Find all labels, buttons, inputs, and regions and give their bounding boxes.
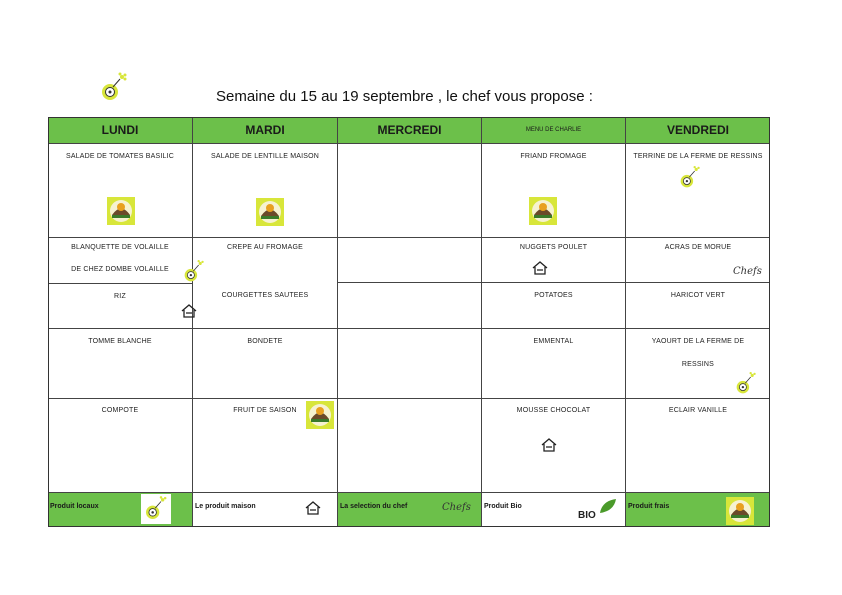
dish-label: ACRAS DE MORUE (664, 244, 732, 251)
dish-label: COMPOTE (101, 407, 139, 414)
bio-leaf-icon (598, 497, 618, 515)
dish-label: BONDETE (247, 338, 283, 345)
menu-cell (482, 283, 626, 329)
chef-selection-icon: Chefs (733, 266, 762, 277)
homemade-house-icon (531, 260, 549, 276)
homemade-house-icon (304, 500, 322, 516)
legend-label: Produit Bio (484, 503, 522, 510)
fresh-product-icon (256, 198, 284, 226)
dish-label: SALADE DE LENTILLE MAISON (210, 153, 320, 160)
local-product-icon (732, 370, 760, 398)
day-header-lundi: LUNDI (48, 117, 193, 144)
dish-label: YAOURT DE LA FERME DE (651, 338, 745, 345)
menu-cell (193, 329, 338, 399)
local-product-icon (180, 258, 208, 286)
menu-cell (338, 238, 482, 283)
menu-cell (48, 283, 193, 329)
legend-label: La selection du chef (340, 503, 408, 510)
dish-label: HARICOT VERT (670, 292, 726, 299)
chef-selection-icon: Chefs (442, 502, 471, 513)
menu-cell (626, 399, 770, 493)
menu-cell (48, 399, 193, 493)
day-header-mercredi: MERCREDI (338, 117, 482, 144)
legend-label: Le produit maison (195, 503, 256, 510)
dish-label: BLANQUETTE DE VOLAILLE (71, 244, 169, 251)
dish-label: RIZ (114, 293, 126, 300)
dish-label: EMMENTAL (533, 338, 574, 345)
menu-cell (626, 283, 770, 329)
dish-label: TOMME BLANCHE (88, 338, 152, 345)
day-header-jeudi: MENU DE CHARLIE (482, 117, 626, 144)
menu-cell (338, 329, 482, 399)
dish-label: MOUSSE CHOCOLAT (516, 407, 591, 414)
local-product-icon (96, 70, 132, 106)
menu-cell (193, 283, 338, 329)
dish-label: SALADE DE TOMATES BASILIC (65, 153, 175, 160)
dish-label: CREPE AU FROMAGE (227, 244, 303, 251)
dish-label: COURGETTES SAUTEES (221, 292, 309, 299)
dish-label: DE CHEZ DOMBE VOLAILLE (71, 266, 169, 273)
menu-cell (338, 399, 482, 493)
fresh-product-icon (529, 197, 557, 225)
fresh-product-icon (107, 197, 135, 225)
legend-label: Produit locaux (50, 503, 99, 510)
menu-cell (48, 329, 193, 399)
menu-cell (338, 144, 482, 238)
day-header-mardi: MARDI (193, 117, 338, 144)
fresh-product-icon (726, 497, 754, 525)
homemade-house-icon (540, 437, 558, 453)
dish-label: POTATOES (534, 292, 573, 299)
menu-cell (193, 238, 338, 283)
page-title: Semaine du 15 au 19 septembre , le chef vous propose : (216, 88, 593, 105)
menu-table (48, 117, 770, 527)
menu-cell (482, 329, 626, 399)
dish-label: ECLAIR VANILLE (668, 407, 728, 414)
dish-label: RESSINS (681, 361, 715, 368)
homemade-house-icon (180, 303, 198, 319)
dish-label: FRIAND FROMAGE (520, 153, 587, 160)
menu-cell (482, 238, 626, 283)
fresh-product-icon (306, 401, 334, 429)
legend-local (48, 493, 193, 527)
legend-label: Produit frais (628, 503, 670, 510)
dish-label: FRUIT DE SAISON (233, 407, 297, 414)
menu-cell (48, 238, 193, 283)
menu-cell (338, 283, 482, 329)
day-header-vendredi: VENDREDI (626, 117, 770, 144)
dish-label: NUGGETS POULET (519, 244, 588, 251)
local-product-icon (141, 494, 171, 524)
local-product-icon (676, 164, 704, 192)
bio-leaf-icon: BIO (578, 510, 596, 521)
dish-label: TERRINE DE LA FERME DE RESSINS (633, 153, 763, 160)
